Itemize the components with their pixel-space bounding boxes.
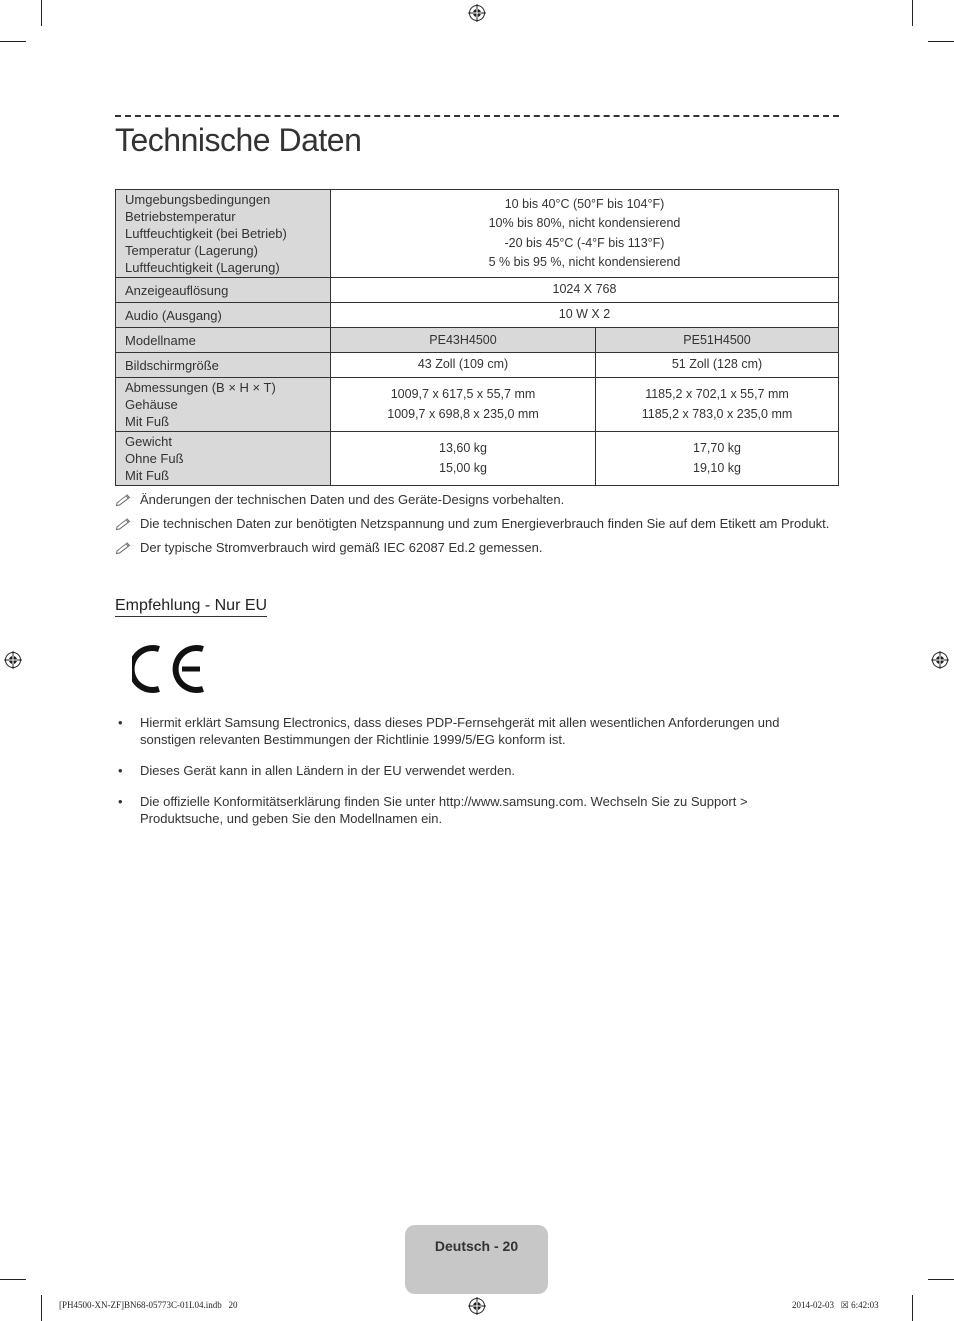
screen-a: 43 Zoll (109 cm) [331, 353, 596, 378]
pencil-note-icon [115, 516, 133, 530]
bullet-dot: • [118, 715, 123, 730]
dimensions-b: 1185,2 x 702,1 x 55,7 mm 1185,2 x 783,0 x 235,0 mm [596, 378, 839, 432]
spec-table [115, 189, 839, 486]
section-heading: Empfehlung - Nur EU [115, 597, 267, 617]
page-title: Technische Daten [115, 122, 362, 158]
screen-label: Bildschirmgröße [116, 353, 331, 378]
notes-list [115, 491, 839, 563]
registration-mark-left-icon [4, 651, 22, 669]
list-item: • Die offizielle Konformitätserklärung finden Sie unter http://www.samsung.com. Wechseln Sie zu Support > Produktsuche, und geben Sie den Modellnamen ein. [118, 794, 748, 826]
dimensions-label-cell: Abmessungen (B × H × T) Gehäuse Mit Fuß [116, 378, 331, 432]
table-row [116, 303, 839, 328]
registration-mark-top-icon [468, 4, 486, 22]
note-item: Änderungen der technischen Daten und des Geräte-Designs vorbehalten. [115, 491, 839, 508]
bullet-dot: • [118, 794, 123, 809]
model-label: Modellname [116, 328, 331, 353]
table-row [116, 353, 839, 378]
ce-mark-icon [132, 643, 208, 695]
weight-b: 17,70 kg 19,10 kg [596, 432, 839, 486]
audio-value: 10 W X 2 [331, 303, 839, 328]
screen-b: 51 Zoll (128 cm) [596, 353, 839, 378]
pencil-note-icon [115, 492, 133, 506]
list-item: • Hiermit erklärt Samsung Electronics, dass dieses PDP-Fernsehgerät mit allen wesentlichen Anforderungen und sonstigen relevanten Bestimmungen der Richtlinie 1999/5/EG konform ist. [118, 715, 780, 747]
resolution-label: Anzeigeauflösung [116, 278, 331, 303]
list-item: • Dieses Gerät kann in allen Ländern in der EU verwendet werden. [118, 763, 516, 778]
env-label-cell: Umgebungsbedingungen Betriebstemperatur Luftfeuchtigkeit (bei Betrieb) Temperatur (Lagerung) Luftfeuchtigkeit (Lagerung) [116, 190, 331, 278]
registration-mark-right-icon [931, 651, 949, 669]
env-value-cell: 10 bis 40°C (50°F bis 104°F) 10% bis 80%, nicht kondensierend -20 bis 45°C (-4°F bis 113°F) 5 % bis 95 %, nicht kondensierend [331, 190, 839, 278]
page-number: Deutsch - 20 [434, 1238, 519, 1254]
pencil-note-icon [115, 540, 133, 554]
slug-right: 2014-02-03 ☒ 6:42:03 [792, 1300, 879, 1310]
note-item: Die technischen Daten zur benötigten Netzspannung und zum Energieverbrauch finden Sie auf dem Etikett am Produkt. [115, 515, 839, 532]
registration-mark-bottom-icon [468, 1297, 486, 1315]
resolution-value: 1024 X 768 [331, 278, 839, 303]
dimensions-a: 1009,7 x 617,5 x 55,7 mm 1009,7 x 698,8 x 235,0 mm [331, 378, 596, 432]
model-a: PE43H4500 [331, 328, 596, 353]
title-divider [115, 115, 839, 117]
page-number-tab [405, 1225, 548, 1294]
slug-left: [PH4500-XN-ZF]BN68-05773C-01L04.indb 20 [59, 1300, 238, 1310]
weight-label-cell: Gewicht Ohne Fuß Mit Fuß [116, 432, 331, 486]
audio-label: Audio (Ausgang) [116, 303, 331, 328]
weight-a: 13,60 kg 15,00 kg [331, 432, 596, 486]
note-item: Der typische Stromverbrauch wird gemäß IEC 62087 Ed.2 gemessen. [115, 539, 839, 556]
table-row [116, 328, 839, 353]
table-row [116, 190, 839, 278]
bullet-list [115, 714, 815, 841]
bullet-dot: • [118, 763, 123, 778]
table-row [116, 278, 839, 303]
table-row [116, 378, 839, 432]
model-b: PE51H4500 [596, 328, 839, 353]
table-row [116, 432, 839, 486]
